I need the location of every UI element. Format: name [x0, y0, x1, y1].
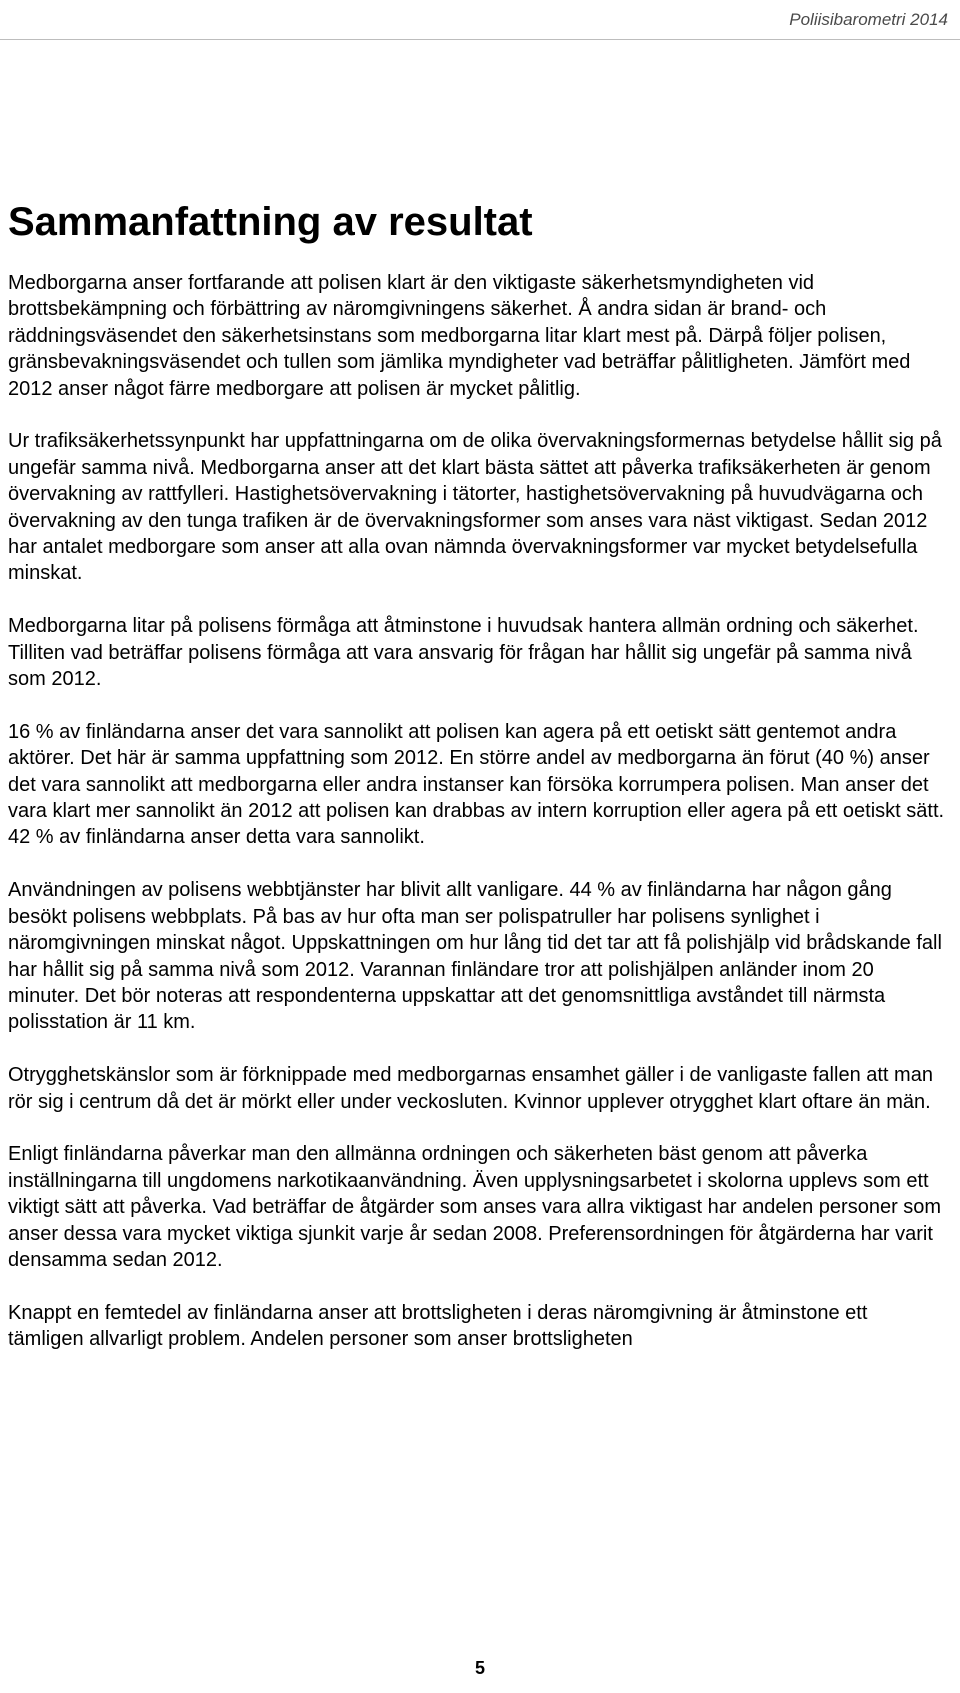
paragraph-ethics-corruption: 16 % av finländarna anser det vara sannolikt att polisen kan agera på ett oetiskt sätt gentemot andra aktörer. Det här är samma uppfattning som 2012. En större andel av medborgarna än förut (40 %) anser det vara sannolikt att medborgarna eller andra instanser kan försöka korrumpera polisen. Man anser det vara klart mer sannolikt än 2012 att polisen kan drabbas av intern korruption eller agera på ett oetiskt sätt. 42 % av finländarna anser detta vara sannolikt. — [8, 720, 945, 849]
body-text — [8, 270, 948, 1379]
paragraph-public-order-trust: Medborgarna litar på polisens förmåga att åtminstone i huvudsak hantera allmän ordning och säkerhet. Tilliten vad beträffar polisens förmåga att vara ansvarig för frågan har hållit sig ungefär på samma nivå som 2012. — [8, 615, 919, 691]
paragraph-safety-authorities: Medborgarna anser fortfarande att polisen klart är den viktigaste säkerhetsmyndigheten vid brottsbekämpning och förbättring av näromgivningens säkerhet. Å andra sidan är brand- och räddningsväsendet den säkerhetsinstans som medborgarna litar klart mest på. Därpå följer polisen, gränsbevakningsväsendet och tullen som jämlika myndigheter vad beträffar pålitligheten. Jämfört med 2012 anser något färre medborgare att polisen är mycket pålitlig. — [8, 272, 911, 400]
header-divider — [0, 39, 960, 40]
page-title: Sammanfattning av resultat — [8, 200, 533, 244]
running-header: Poliisibarometri 2014 — [789, 10, 948, 29]
paragraph-preventive-measures: Enligt finländarna påverkar man den allmänna ordningen och säkerheten bäst genom att påverka inställningarna till ungdomens narkotikaanvändning. Även upplysningsarbetet i skolorna upplevs som ett viktigt sätt att påverka. Vad beträffar de åtgärder som anses vara allra viktigast har andelen personer som anser dessa vara mycket viktiga sjunkit varje år sedan 2008. Preferensordningen för åtgärderna har varit densamma sedan 2012. — [8, 1143, 942, 1271]
page-number: 5 — [474, 1658, 485, 1678]
paragraph-traffic-surveillance: Ur trafiksäkerhetssynpunkt har uppfattningarna om de olika övervakningsformernas betydelse hållit sig på ungefär samma nivå. Medborgarna anser att det klart bästa sättet att påverka trafiksäkerheten är genom övervakning av rattfylleri. Hastighetsövervakning i tätorter, hastighetsövervakning på huvudvägarna och övervakning av den tunga trafiken är de övervakningsformer som anses vara näst viktigast. Sedan 2012 har antalet medborgare som anser att alla ovan nämnda övervakningsformer var mycket betydelsefulla minskat. — [8, 430, 942, 585]
paragraph-insecurity: Otrygghetskänslor som är förknippade med medborgarnas ensamhet gäller i de vanligaste fallen att man rör sig i centrum då det är mörkt eller under veckosluten. Kvinnor upplever otrygghet klart oftare än män. — [8, 1064, 933, 1113]
paragraph-web-services-visibility: Användningen av polisens webbtjänster har blivit allt vanligare. 44 % av finländarna har någon gång besökt polisens webbplats. På bas av hur ofta man ser polispatruller har polisens synlighet i näromgivningen minskat något. Uppskattningen om hur lång tid det tar att få polishjälp vid brådskande fall har hållit sig på samma nivå som 2012. Varannan finländare tror att polishjälpen anländer inom 20 minuter. Det bör noteras att respondenterna uppskattar att det genomsnittliga avståndet till närmsta polisstation är 11 km. — [8, 879, 942, 1034]
paragraph-crime-problem: Knappt en femtedel av finländarna anser att brottsligheten i deras näromgivning är åtminstone ett tämligen allvarligt problem. Andelen personer som anser brottsligheten — [8, 1301, 868, 1351]
